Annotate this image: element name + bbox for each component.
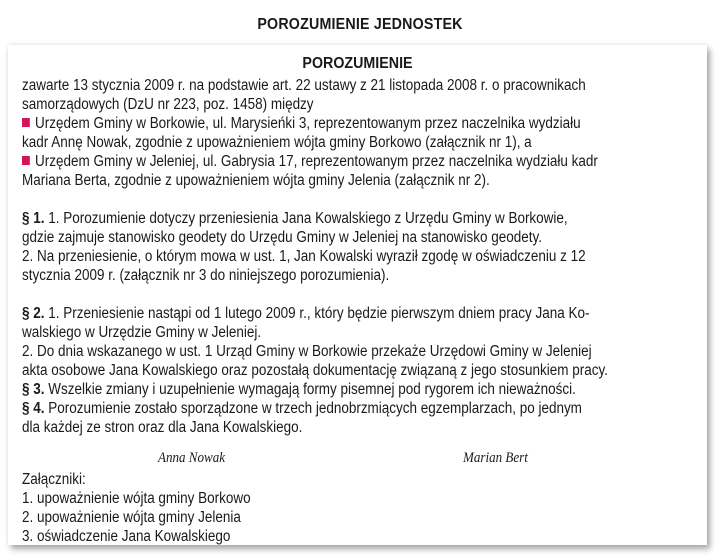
section-2-line: akta osobowe Jana Kowalskiego oraz pozostałą dokumentację związaną z jego stosunkiem pracy. [22,362,608,379]
document-title: POROZUMIENIE [302,55,413,72]
attachments-list [22,470,631,546]
page-title: POROZUMIENIE JEDNOSTEK [257,16,463,33]
party-text: Urzędem Gminy w Jeleniej, ul. Gabrysia 17, reprezentowanym przez naczelnika wydziału kadr [35,153,598,170]
attachments-heading: Załączniki: [22,471,86,488]
section-2-line: walskiego w Urzędzie Gminy w Jeleniej. [22,324,262,341]
party-line [22,114,631,133]
section-2-line [22,304,631,323]
intro-line: samorządowych (DzU nr 223, poz. 1458) między [22,96,314,113]
signatures [8,450,707,470]
section-text: 1. Przeniesienie nastąpi od 1 lutego 2009 r., który będzie pierwszym dniem pracy Jana Ko- [44,305,590,322]
section-label: § 1. [22,210,45,227]
party-line: kadr Annę Nowak, zgodnie z upoważnieniem wójta gminy Borkowo (załącznik nr 1), a [22,134,532,151]
attachment-item: 3. oświadczenie Jana Kowalskiego [22,528,231,545]
section-label: § 2. [22,305,45,322]
party-text: Urzędem Gminy w Borkowie, ul. Marysieńki 3, reprezentowanym przez naczelnika wydziału [35,115,581,132]
agreement-document [8,45,707,545]
party-line [22,152,631,171]
section-text: Wszelkie zmiany i uzupełnienie wymagają formy pisemnej pod rygorem ich nieważności. [44,381,576,398]
section-text: 1. Porozumienie dotyczy przeniesienia Jana Kowalskiego z Urzędu Gminy w Borkowie, [44,210,568,227]
section-4-line [22,399,631,418]
bullet-icon [22,156,30,165]
section-1-line: stycznia 2009 r. (załącznik nr 3 do niniejszego porozumienia). [22,267,390,284]
section-label: § 3. [22,381,45,398]
section-4-line: dla każdej ze stron oraz dla Jana Kowalskiego. [22,419,303,436]
document-body [22,76,631,437]
section-1-line: 2. Na przeniesienie, o którym mowa w ust. 1, Jan Kowalski wyraził zgodę w oświadczeniu z 12 [22,248,586,265]
section-1-line: gdzie zajmuje stanowisko geodety do Urzędu Gminy w Jeleniej na stanowisko geodety. [22,229,542,246]
signature-marian-bert: Marian Bert [463,450,528,466]
attachment-item: 2. upoważnienie wójta gminy Jelenia [22,509,241,526]
section-2-line: 2. Do dnia wskazanego w ust. 1 Urząd Gminy w Borkowie przekaże Urzędowi Gminy w Jeleniej [22,343,592,360]
party-line: Mariana Berta, zgodnie z upoważnieniem wójta gminy Jelenia (załącznik nr 2). [22,172,490,189]
section-label: § 4. [22,400,45,417]
signature-anna-nowak: Anna Nowak [158,450,226,466]
section-1-line [22,209,631,228]
section-3-line [22,380,631,399]
intro-line: zawarte 13 stycznia 2009 r. na podstawie art. 22 ustawy z 21 listopada 2008 r. o pracownikach [22,77,586,94]
bullet-icon [22,118,30,127]
attachment-item: 1. upoważnienie wójta gminy Borkowo [22,490,251,507]
section-text: Porozumienie zostało sporządzone w trzech jednobrzmiących egzemplarzach, po jednym [44,400,582,417]
